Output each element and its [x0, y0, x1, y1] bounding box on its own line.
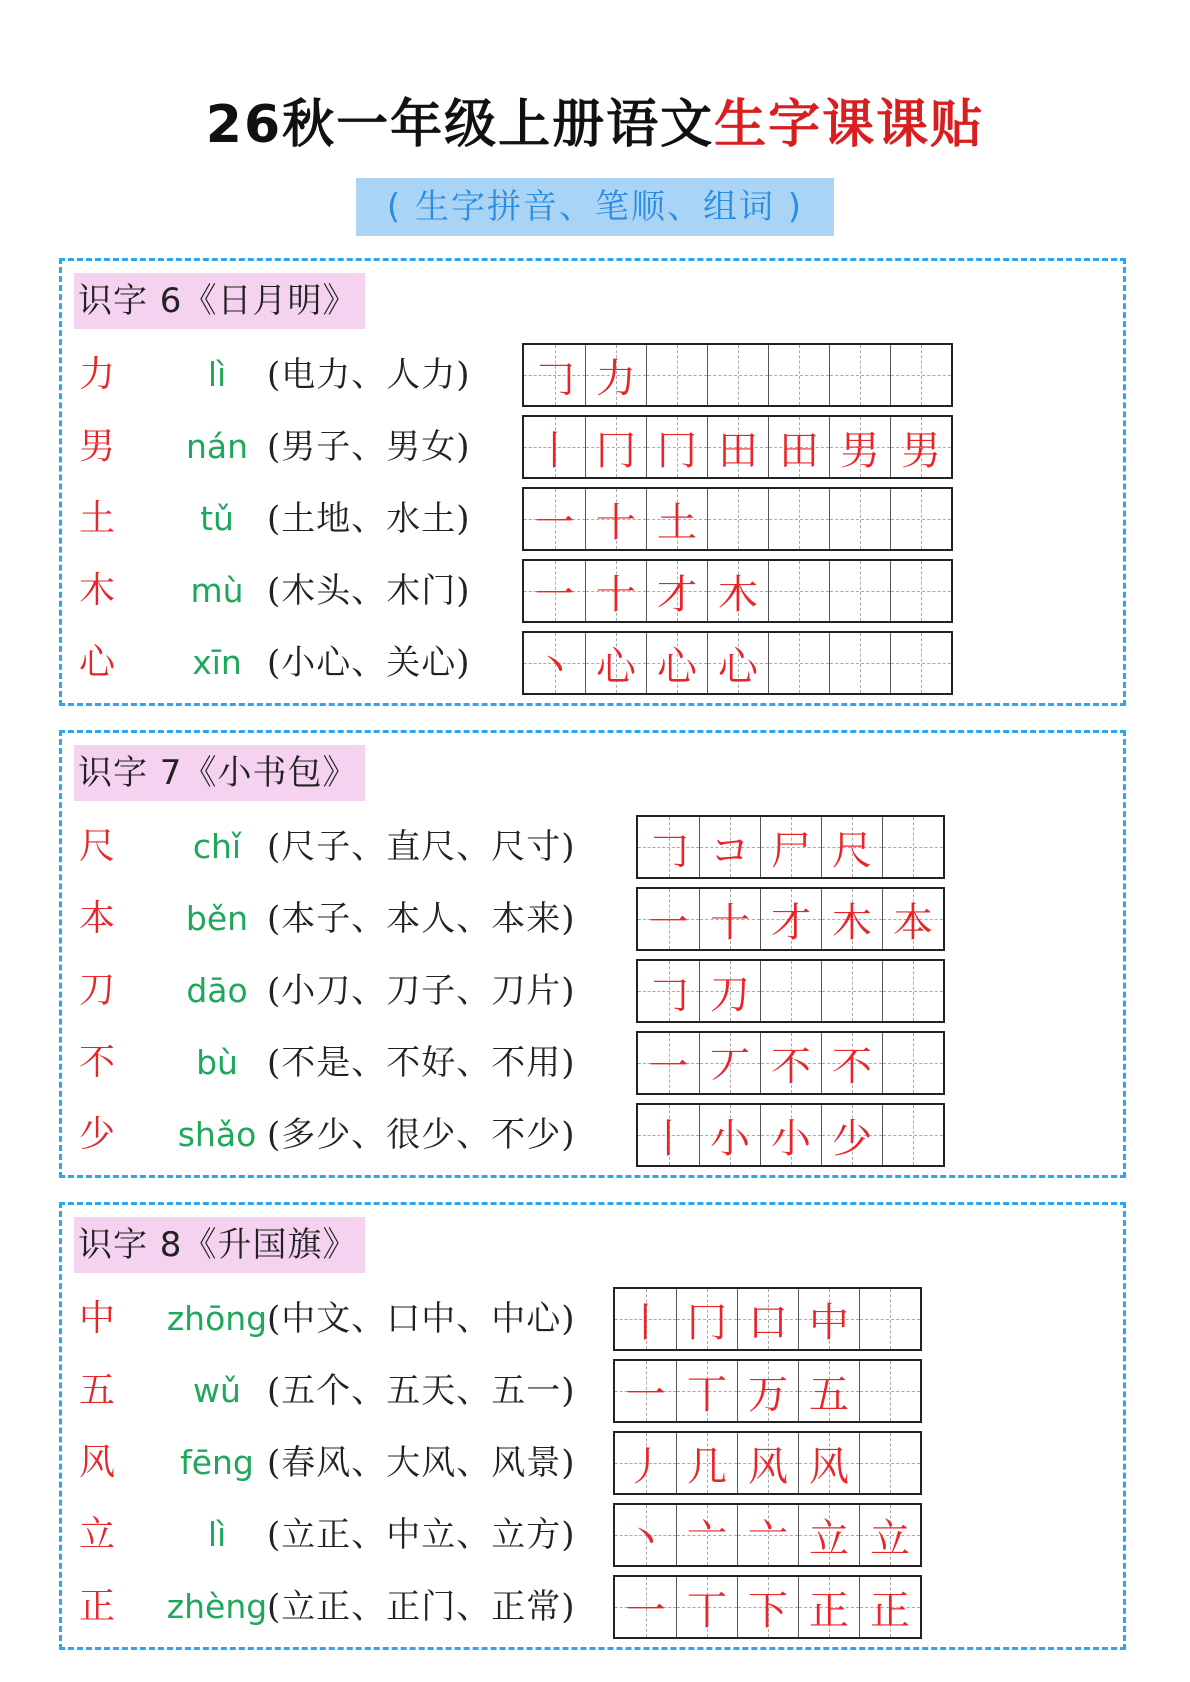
stroke-step: 丅: [687, 1587, 727, 1634]
stroke-order-grid: [613, 1503, 922, 1567]
stroke-cell: [882, 889, 943, 949]
stroke-cell: [737, 1289, 798, 1349]
section-title: 识字 6《日月明》: [74, 273, 365, 329]
pinyin: xīn: [192, 643, 242, 682]
stroke-cell: [821, 1105, 882, 1165]
stroke-cell: [707, 561, 768, 621]
page-title: [0, 82, 1190, 157]
stroke-step: 𠃌: [534, 355, 575, 402]
stroke-cell: [615, 1289, 676, 1349]
stroke-step: 一: [625, 1587, 666, 1634]
character-row: [62, 815, 1122, 879]
stroke-step: 立: [870, 1515, 910, 1562]
stroke-step: 中: [809, 1299, 849, 1346]
example-words: (春风、大风、风景): [267, 1443, 576, 1483]
stroke-step: 风: [809, 1443, 849, 1490]
stroke-cell: [859, 1505, 920, 1565]
stroke-cell: [676, 1577, 737, 1637]
stroke-step: 立: [809, 1515, 849, 1562]
stroke-step: 五: [809, 1371, 849, 1418]
example-words: (立正、正门、正常): [267, 1587, 576, 1627]
stroke-cell: [638, 961, 699, 1021]
stroke-cell: [768, 489, 829, 549]
character-row: [62, 559, 1122, 623]
stroke-cell: [615, 1433, 676, 1493]
stroke-cell: [882, 1105, 943, 1165]
stroke-step: 心: [657, 643, 697, 690]
stroke-cell: [699, 889, 760, 949]
character-row: [62, 1287, 1122, 1351]
stroke-step: 少: [832, 1115, 872, 1162]
stroke-cell: [829, 345, 890, 405]
stroke-step: 木: [832, 899, 872, 946]
stroke-cell: [798, 1577, 859, 1637]
stroke-step: 十: [596, 571, 636, 618]
stroke-cell: [707, 345, 768, 405]
stroke-order-grid: [522, 631, 953, 695]
stroke-order-grid: [613, 1575, 922, 1639]
example-words: (本子、本人、本来): [267, 899, 576, 939]
stroke-order-grid: [613, 1287, 922, 1351]
example-words: (木头、木门): [267, 571, 471, 611]
stroke-step: 男: [840, 427, 880, 474]
stroke-step: 不: [832, 1043, 872, 1090]
stroke-step: 十: [596, 499, 636, 546]
stroke-cell: [890, 345, 951, 405]
stroke-cell: [699, 1033, 760, 1093]
stroke-cell: [890, 489, 951, 549]
stroke-step: 一: [534, 499, 575, 546]
stroke-cell: [707, 489, 768, 549]
stroke-cell: [638, 1105, 699, 1165]
pinyin: tǔ: [200, 499, 234, 538]
stroke-order-grid: [613, 1431, 922, 1495]
stroke-step: 男: [901, 427, 941, 474]
stroke-step: 土: [657, 499, 697, 546]
stroke-cell: [760, 817, 821, 877]
stroke-step: 丆: [710, 1043, 750, 1090]
stroke-cell: [882, 817, 943, 877]
stroke-step: 不: [771, 1043, 811, 1090]
stroke-step: 一: [534, 571, 575, 618]
new-character: 木: [78, 570, 115, 611]
stroke-step: 万: [748, 1371, 788, 1418]
stroke-step: 心: [718, 643, 758, 690]
stroke-cell: [646, 417, 707, 477]
example-words: (电力、人力): [267, 355, 471, 395]
example-words: (尺子、直尺、尺寸): [267, 827, 576, 867]
stroke-cell: [821, 889, 882, 949]
stroke-cell: [768, 633, 829, 693]
pinyin: fēng: [180, 1443, 254, 1482]
character-row: [62, 887, 1122, 951]
stroke-cell: [524, 417, 585, 477]
stroke-cell: [646, 561, 707, 621]
stroke-step: 十: [710, 899, 750, 946]
stroke-cell: [768, 561, 829, 621]
stroke-cell: [676, 1361, 737, 1421]
stroke-cell: [829, 417, 890, 477]
stroke-cell: [585, 417, 646, 477]
example-words: (不是、不好、不用): [267, 1043, 576, 1083]
stroke-step: 丨: [534, 427, 575, 474]
stroke-cell: [615, 1361, 676, 1421]
new-character: 尺: [78, 826, 115, 867]
stroke-step: 才: [657, 571, 697, 618]
section-title: 识字 7《小书包》: [74, 745, 365, 801]
stroke-cell: [882, 1033, 943, 1093]
new-character: 五: [78, 1370, 115, 1411]
stroke-cell: [699, 817, 760, 877]
pinyin: běn: [185, 899, 249, 938]
character-row: [62, 415, 1122, 479]
character-row: [62, 487, 1122, 551]
example-words: (小心、关心): [267, 643, 471, 683]
stroke-cell: [829, 561, 890, 621]
new-character: 土: [78, 498, 115, 539]
stroke-cell: [821, 961, 882, 1021]
stroke-step: 田: [779, 427, 819, 474]
stroke-cell: [615, 1577, 676, 1637]
stroke-cell: [821, 817, 882, 877]
pinyin: mù: [190, 571, 244, 610]
stroke-step: 尸: [771, 827, 811, 874]
stroke-cell: [768, 417, 829, 477]
stroke-cell: [585, 561, 646, 621]
stroke-cell: [890, 417, 951, 477]
stroke-step: 丶: [534, 643, 575, 690]
character-row: [62, 1359, 1122, 1423]
title-highlight: 生字课课贴: [714, 95, 985, 155]
new-character: 中: [78, 1298, 115, 1339]
character-row: [62, 1103, 1122, 1167]
example-words: (立正、中立、立方): [267, 1515, 576, 1555]
lesson-section: [59, 258, 1126, 706]
stroke-cell: [859, 1433, 920, 1493]
new-character: 少: [78, 1114, 115, 1155]
stroke-step: 丶: [625, 1515, 666, 1562]
stroke-step: 才: [771, 899, 811, 946]
new-character: 力: [78, 354, 115, 395]
pinyin: wǔ: [193, 1371, 241, 1410]
stroke-cell: [798, 1289, 859, 1349]
lesson-section: [59, 1202, 1126, 1650]
stroke-cell: [646, 633, 707, 693]
stroke-cell: [760, 1105, 821, 1165]
stroke-step: 丅: [687, 1371, 727, 1418]
stroke-step: 一: [648, 899, 689, 946]
stroke-order-grid: [636, 1103, 945, 1167]
character-row: [62, 343, 1122, 407]
stroke-cell: [585, 345, 646, 405]
stroke-cell: [638, 889, 699, 949]
stroke-cell: [737, 1433, 798, 1493]
stroke-cell: [585, 489, 646, 549]
stroke-cell: [524, 345, 585, 405]
stroke-cell: [859, 1289, 920, 1349]
new-character: 男: [78, 426, 115, 467]
stroke-cell: [798, 1505, 859, 1565]
stroke-step: 本: [893, 899, 933, 946]
new-character: 正: [78, 1586, 115, 1627]
stroke-step: 小: [771, 1115, 811, 1162]
stroke-cell: [646, 489, 707, 549]
stroke-step: 冂: [687, 1299, 727, 1346]
stroke-step: 尺: [832, 827, 872, 874]
title-main: 26秋一年级上册语文: [205, 95, 715, 155]
stroke-cell: [760, 961, 821, 1021]
stroke-order-grid: [636, 815, 945, 879]
stroke-step: 丨: [625, 1299, 666, 1346]
new-character: 立: [78, 1514, 115, 1555]
stroke-step: 亠: [687, 1515, 727, 1562]
stroke-step: 口: [748, 1299, 788, 1346]
stroke-order-grid: [636, 959, 945, 1023]
stroke-cell: [524, 633, 585, 693]
stroke-cell: [890, 633, 951, 693]
stroke-cell: [699, 961, 760, 1021]
stroke-step: コ: [710, 827, 750, 874]
stroke-step: 刀: [710, 971, 750, 1018]
stroke-cell: [859, 1577, 920, 1637]
pinyin: lì: [207, 1515, 227, 1554]
example-words: (多少、很少、不少): [267, 1115, 576, 1155]
stroke-step: 力: [596, 355, 636, 402]
stroke-cell: [737, 1505, 798, 1565]
pinyin: nán: [185, 427, 249, 466]
stroke-cell: [821, 1033, 882, 1093]
new-character: 风: [78, 1442, 115, 1483]
stroke-step: 冂: [657, 427, 697, 474]
stroke-step: 𠃌: [648, 827, 689, 874]
lesson-section: [59, 730, 1126, 1178]
example-words: (五个、五天、五一): [267, 1371, 576, 1411]
character-row: [62, 1431, 1122, 1495]
stroke-cell: [829, 489, 890, 549]
new-character: 心: [78, 642, 115, 683]
stroke-step: 小: [710, 1115, 750, 1162]
example-words: (土地、水土): [267, 499, 471, 539]
stroke-cell: [676, 1289, 737, 1349]
pinyin: bù: [196, 1043, 238, 1082]
stroke-cell: [798, 1361, 859, 1421]
stroke-cell: [676, 1433, 737, 1493]
stroke-step: 正: [870, 1587, 910, 1634]
stroke-step: 冂: [596, 427, 636, 474]
stroke-step: 风: [748, 1443, 788, 1490]
example-words: (中文、口中、中心): [267, 1299, 576, 1339]
new-character: 刀: [78, 970, 115, 1011]
stroke-step: 几: [687, 1443, 727, 1490]
stroke-step: 丨: [648, 1115, 689, 1162]
example-words: (男子、男女): [267, 427, 471, 467]
stroke-cell: [585, 633, 646, 693]
stroke-order-grid: [522, 487, 953, 551]
stroke-step: 田: [718, 427, 758, 474]
stroke-cell: [737, 1361, 798, 1421]
character-row: [62, 1575, 1122, 1639]
stroke-cell: [859, 1361, 920, 1421]
stroke-order-grid: [522, 415, 953, 479]
stroke-cell: [524, 561, 585, 621]
stroke-order-grid: [613, 1359, 922, 1423]
stroke-cell: [798, 1433, 859, 1493]
stroke-cell: [760, 889, 821, 949]
new-character: 本: [78, 898, 115, 939]
pinyin: zhōng: [166, 1299, 268, 1338]
stroke-cell: [890, 561, 951, 621]
stroke-order-grid: [522, 343, 953, 407]
new-character: 不: [78, 1042, 115, 1083]
subtitle-banner: ( 生字拼音、笔顺、组词 ): [356, 178, 834, 236]
stroke-step: 一: [625, 1371, 666, 1418]
character-row: [62, 959, 1122, 1023]
stroke-step: 木: [718, 571, 758, 618]
character-row: [62, 631, 1122, 695]
stroke-cell: [615, 1505, 676, 1565]
pinyin: lì: [207, 355, 227, 394]
stroke-cell: [768, 345, 829, 405]
stroke-step: 𠃌: [648, 971, 689, 1018]
stroke-cell: [646, 345, 707, 405]
stroke-order-grid: [636, 887, 945, 951]
character-row: [62, 1503, 1122, 1567]
stroke-cell: [737, 1577, 798, 1637]
stroke-step: 正: [809, 1587, 849, 1634]
pinyin: dāo: [186, 971, 248, 1010]
pinyin: zhèng: [166, 1587, 268, 1626]
stroke-step: 心: [596, 643, 636, 690]
stroke-cell: [760, 1033, 821, 1093]
stroke-step: 一: [648, 1043, 689, 1090]
stroke-cell: [707, 417, 768, 477]
character-row: [62, 1031, 1122, 1095]
section-title: 识字 8《升国旗》: [74, 1217, 365, 1273]
stroke-cell: [829, 633, 890, 693]
stroke-cell: [699, 1105, 760, 1165]
stroke-order-grid: [522, 559, 953, 623]
stroke-cell: [524, 489, 585, 549]
stroke-cell: [707, 633, 768, 693]
stroke-step: 亠: [748, 1515, 788, 1562]
stroke-step: 下: [748, 1587, 788, 1634]
stroke-cell: [638, 1033, 699, 1093]
stroke-step: 丿: [625, 1443, 666, 1490]
stroke-order-grid: [636, 1031, 945, 1095]
pinyin: shǎo: [177, 1115, 257, 1154]
example-words: (小刀、刀子、刀片): [267, 971, 576, 1011]
stroke-cell: [676, 1505, 737, 1565]
stroke-cell: [638, 817, 699, 877]
stroke-cell: [882, 961, 943, 1021]
pinyin: chǐ: [192, 827, 242, 866]
